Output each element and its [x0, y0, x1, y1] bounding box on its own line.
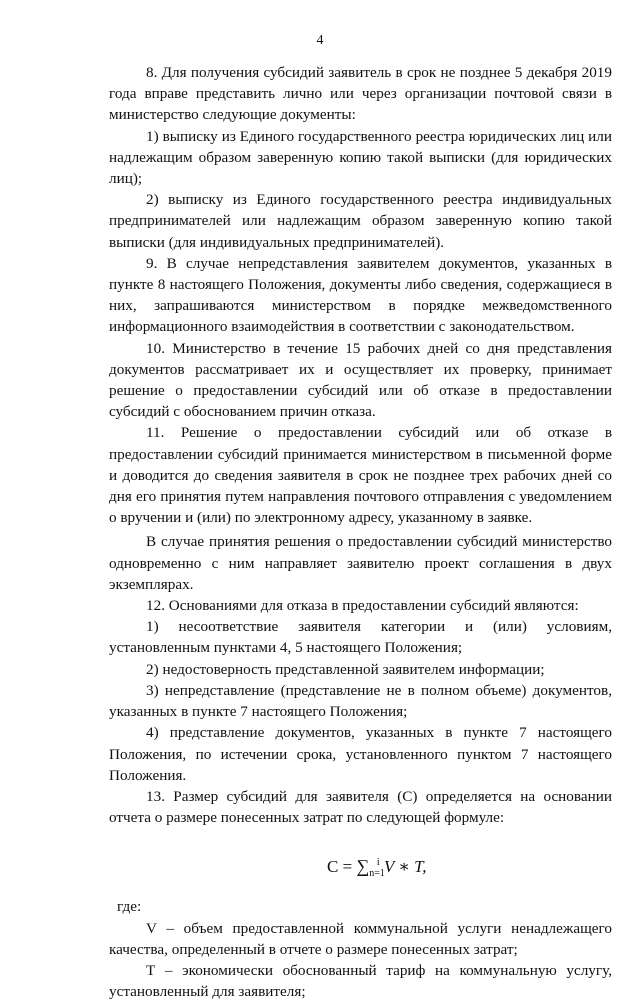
formula-lower-limit: n=1 [369, 868, 385, 880]
formula-body: V ∗ T, [383, 857, 427, 877]
formula-lhs: С [327, 857, 339, 877]
paragraph-11: 11. Решение о предоставлении субсидий или об отказе в предоставлении субсидий принимается министерством в письменной форме и доводится до сведения заявителя в срок не позднее трех рабочих дней со дня его принятия путем направления почтового отправления с уведомлением о вручении и (или) по электронному адресу, указанному в заявке. [109, 424, 612, 527]
paragraph-10: 10. Министерство в течение 15 рабочих дней со дня представления документов рассматривает их и осуществляет их проверку, принимает решение о предоставлении субсидий или об отказе в предоставлении субсидий с обоснованием причин отказа. [109, 339, 612, 421]
paragraph-12: 12. Основаниями для отказа в предоставлении субсидий являются: [146, 597, 579, 615]
paragraph-11-continued: В случае принятия решения о предоставлении субсидий министерство одновременно с ним направляет заявителю проект соглашения в двух экземплярах. [109, 533, 612, 593]
list-item-8-1: 1) выписку из Единого государственного реестра юридических лиц или надлежащим образом заверенную копию такой выписки (для юридических лиц); [109, 127, 612, 188]
list-item-12-2: 2) недостоверность представленной заявителем информации; [146, 660, 545, 678]
formula-definition-v: V – объем предоставленной коммунальной услуги ненадлежащего качества, определенный в отчете о размере понесенных затрат; [109, 919, 612, 958]
formula-sum-symbol: ∑ [356, 856, 370, 877]
subsidy-formula [109, 850, 612, 880]
paragraph-13: 13. Размер субсидий для заявителя (С) определяется на основании отчета о размере понесенных затрат по следующей формуле: [109, 787, 612, 827]
formula-upper-limit: i [376, 857, 380, 869]
page-number: 4 [316, 33, 324, 48]
document-body [109, 62, 612, 1002]
formula-definition-t: Т – экономически обоснованный тариф на коммунальную услугу, установленный для заявителя; [109, 961, 612, 1001]
list-item-12-3: 3) непредставление (представление не в полном объеме) документов, указанных в пункте 7 настоящего Положения; [109, 681, 612, 721]
list-item-8-2: 2) выписку из Единого государственного реестра индивидуальных предпринимателей или надлежащим образом заверенную копию такой выписки (для индивидуальных предпринимателей). [109, 191, 612, 251]
paragraph-8: 8. Для получения субсидий заявитель в срок не позднее 5 декабря 2019 года вправе представить лично или через организации почтовой связи в министерство следующие документы: [109, 64, 612, 124]
formula-equals: = [342, 857, 353, 877]
paragraph-9: 9. В случае непредставления заявителем документов, указанных в пункте 8 настоящего Положения, документы либо сведения, содержащиеся в них, запрашиваются министерством в порядке межведомственного информационного взаимодействия в соответствии с законодательством. [109, 254, 612, 336]
list-item-12-4: 4) представление документов, указанных в пункте 7 настоящего Положения, по истечении срока, установленного пунктом 7 настоящего Положения. [109, 724, 612, 784]
list-item-12-1: 1) несоответствие заявителя категории и (или) условиям, установленным пунктами 4, 5 настоящего Положения; [109, 618, 612, 657]
formula-where-label: где: [117, 898, 142, 916]
